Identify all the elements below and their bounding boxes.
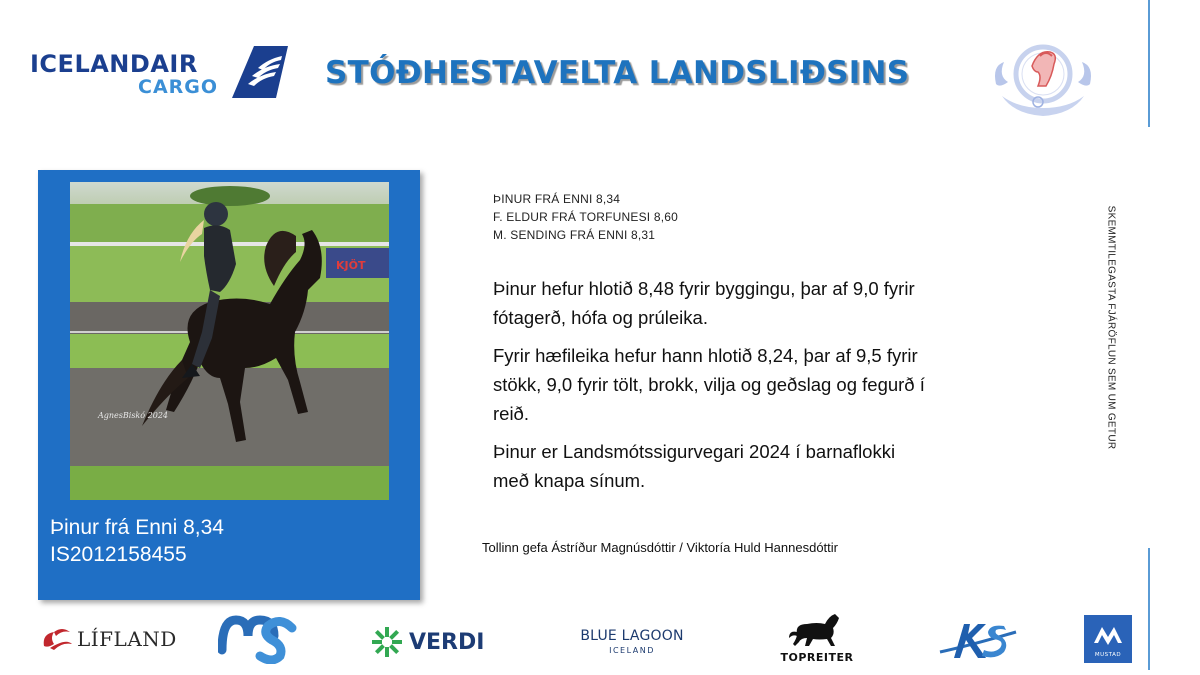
registration-number: IS2012158455	[50, 543, 187, 566]
icelandair-cargo-logo	[30, 44, 288, 100]
sponsor-blue-lagoon	[580, 628, 684, 655]
lifland-wordmark: LÍFLAND	[77, 627, 177, 651]
mustad-wordmark: MUSTAD	[1094, 652, 1122, 658]
verdi-star-icon	[370, 625, 404, 659]
accent-line-top	[1148, 0, 1150, 127]
blue-lagoon-wordmark: BLUE LAGOON	[580, 628, 684, 644]
icelandair-wordmark: ICELANDAIR	[30, 50, 198, 78]
page-title: STÓÐHESTAVELTA LANDSLIÐSINS	[325, 55, 910, 91]
horse-card	[38, 170, 420, 600]
lifland-icon	[40, 624, 74, 654]
topreiter-wordmark: TOPREITER	[780, 651, 854, 664]
side-slogan: SKEMMTILEGASTA FJÁRÖFLUN SEM UM GETUR	[1105, 205, 1117, 450]
ks-logo-icon	[938, 618, 1018, 664]
card-caption	[50, 514, 224, 568]
pedigree-mother: M. SENDING FRÁ ENNI 8,31	[493, 228, 656, 242]
horse-silhouette-icon	[787, 612, 847, 648]
blue-lagoon-subtitle: ICELAND	[609, 646, 655, 655]
description	[493, 274, 933, 504]
pedigree-block	[493, 190, 678, 244]
description-paragraph-ability: Fyrir hæfileika hefur hann hlotið 8,24, þar af 9,5 fyrir stökk, 9,0 fyrir tölt, brokk, vilja og geðslag og fegurð í reið.	[493, 345, 925, 424]
sponsor-mustad	[1084, 615, 1132, 663]
sponsor-topreiter	[772, 612, 862, 664]
cargo-wordmark: CARGO	[138, 76, 219, 98]
svg-text:AgnesBiskó 2024: AgnesBiskó 2024	[98, 411, 168, 420]
horse-name: Þinur frá Enni 8,34	[50, 516, 224, 539]
accent-line-bottom	[1148, 548, 1150, 670]
sponsor-verdi	[370, 624, 484, 660]
sponsor-ks	[938, 618, 1018, 669]
sponsor-lifland	[40, 622, 177, 656]
description-paragraph-conformation: Þinur hefur hlotið 8,48 fyrir byggingu, þar af 9,0 fyrir fótagerð, hófa og prúleika.	[493, 278, 915, 328]
donor-credit: Tollinn gefa Ástríður Magnúsdóttir / Viktoría Huld Hannesdóttir	[482, 540, 838, 555]
horse-and-rider-photo	[70, 182, 389, 500]
landssamband-seal-icon	[988, 36, 1098, 120]
pedigree-father: F. ELDUR FRÁ TORFUNESI 8,60	[493, 210, 679, 224]
svg-text:KJÖT: KJÖT	[336, 259, 366, 272]
icelandair-tail-icon	[230, 44, 290, 100]
ms-logo-icon	[218, 614, 298, 664]
description-paragraph-award: Þinur er Landsmótssigurvegari 2024 í barnaflokki með knapa sínum.	[493, 441, 896, 491]
pedigree-horse: ÞINUR FRÁ ENNI 8,34	[493, 192, 621, 206]
sponsor-ms	[218, 614, 298, 669]
mustad-icon	[1084, 615, 1132, 651]
verdi-wordmark: VERDI	[409, 629, 485, 655]
